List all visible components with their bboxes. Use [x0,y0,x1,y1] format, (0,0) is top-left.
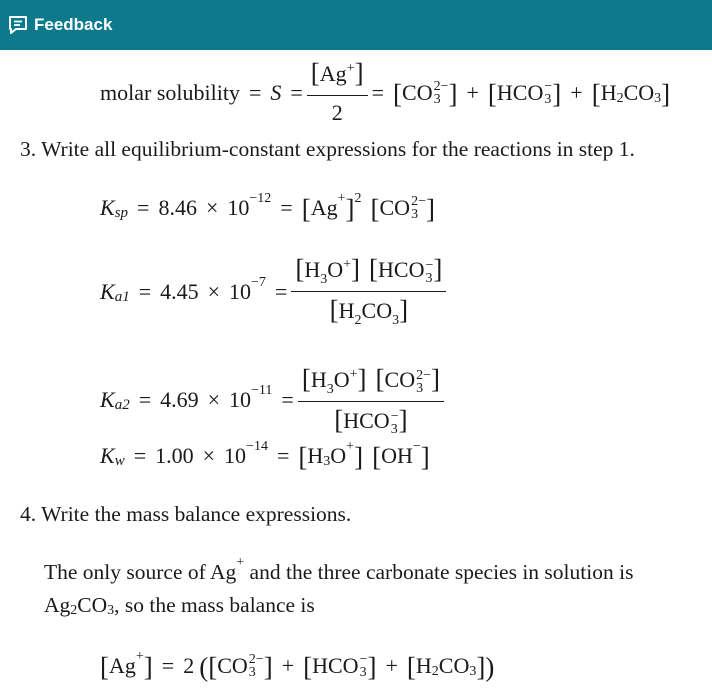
square: 2 [354,191,362,206]
charge: + [346,439,355,454]
feedback-label: Feedback [34,15,113,34]
sub: 3 [469,664,477,679]
K: K [100,278,115,304]
exponent: −12 [249,191,272,206]
ka1-equation [100,254,450,329]
K: K [100,443,115,468]
ten: 10 [229,387,252,413]
molar-label: molar solubility [100,79,240,105]
K: K [100,387,115,413]
eq: = [138,278,152,304]
var-S: S [270,79,282,105]
plus: + [466,79,479,105]
eq: = [248,79,262,105]
co: CO [379,195,411,220]
kw-equation: K w = 1.00 × 10 −14 = [ H 3 O + ] [ OH − ] [100,442,430,470]
eq: = [161,653,175,678]
ag: Ag [310,195,338,220]
times: × [207,387,221,413]
eq: = [137,195,150,220]
sub: 2 [431,664,439,679]
ten: 10 [229,278,252,304]
charge: 2− [411,194,426,209]
sub: 3 [359,665,367,680]
eq: = [280,195,293,220]
charge: − [425,257,434,273]
plus: + [385,653,398,678]
mass-balance-equation: [ Ag + ] = 2 ( [ CO 2− 3 ] + [ HCO − 3 ] + [ H 2 CO 3 ] ) [100,652,494,680]
ten: 10 [224,443,247,468]
ka2-equation [100,364,448,436]
charge: + [337,191,346,206]
exponent: −14 [246,439,268,454]
o: O [330,443,347,468]
eq: = [290,79,303,105]
K: K [100,195,115,220]
charge: − [359,652,368,667]
ten: 10 [227,195,250,220]
molar-solubility-equation: molar solubility = S = $\frac{[Ag^+]}{2}$ = [ CO 2− 3 ] + [ HCO − 3 ] + [ H 2 CO 3 ] [100,58,671,126]
hco: HCO [343,408,390,434]
charge: + [346,61,355,76]
paragraph-line-2 [44,591,315,619]
charge: 2− [433,78,449,94]
times: × [207,278,221,304]
sub: 3 [392,313,400,329]
paragraph-line-1 [44,555,634,586]
exponent: −11 [251,383,273,399]
h: H [338,298,355,324]
sub: 3 [425,270,433,286]
charge: − [544,78,553,94]
co: CO [438,653,470,678]
charge: + [236,555,245,570]
co: CO [623,79,655,105]
sub: 3 [416,380,424,396]
times: × [202,443,216,468]
sub: 3 [248,665,256,680]
h: H [304,257,321,282]
charge: + [135,649,144,664]
eq: = [138,387,152,413]
o: O [333,367,350,392]
o: O [327,257,344,282]
mantissa: 4.69 [160,387,199,413]
charge: − [412,439,421,454]
charge: 2− [416,367,431,383]
feedback-icon [7,14,29,36]
sub: 3 [323,454,331,469]
K-sub: a1 [114,288,130,305]
eq: = [281,387,294,413]
ksp-equation: K sp = 8.46 × 10 −12 = [ Ag + ] 2 [ CO 2− 3 ] [100,194,435,222]
plus: + [570,79,583,105]
eq: = [133,443,147,468]
co: CO [402,79,433,105]
ag: Ag [109,653,136,678]
mantissa: 4.45 [160,278,199,304]
eq: = [276,443,290,468]
charge: 2− [248,652,264,667]
hco: HCO [378,257,425,282]
eq: = [274,278,288,304]
K-sub: a2 [114,397,130,414]
h: H [415,653,432,678]
charge: + [349,367,358,382]
hco: HCO [496,79,544,105]
feedback-button[interactable] [0,0,712,50]
K-sub: w [114,453,125,469]
para-text: , so the mass balance is [114,593,315,617]
co: CO [217,653,248,678]
sub: 3 [390,422,398,438]
sub: 3 [320,272,328,287]
sub: 2 [354,313,362,329]
sub: 3 [654,90,662,106]
fraction: $[H_3O^+]$ [HCO − 3 ] $[H_2CO_3]$ [291,254,446,329]
sub: 3 [544,91,552,107]
step-4-heading: 4. Write the mass balance expressions. [20,502,352,526]
oh: OH [381,443,413,468]
plus: + [281,653,295,678]
exponent: −7 [251,274,266,290]
fraction: $[H_3O^+]$ [CO 2− 3 ] [HCO − 3 ] [298,364,444,436]
denominator: 2 [331,100,343,126]
co: CO [384,367,416,392]
charge: − [390,409,399,425]
h: H [307,443,324,468]
sub: 3 [326,382,334,397]
h: H [310,367,327,392]
mantissa: 8.46 [158,195,197,220]
sub: 3 [411,207,419,222]
mantissa: 1.00 [155,443,194,468]
para-text: The only source of Ag [44,560,237,584]
coefficient: 2 [183,653,195,678]
co: CO [361,298,393,324]
times: × [205,195,219,220]
eq: = [371,79,385,105]
sub: 2 [616,90,624,106]
charge: + [343,257,352,272]
fraction: $\frac{[Ag^+]}{2}$ [307,58,368,127]
ag: Ag [319,61,347,86]
h: H [600,79,617,105]
hco: HCO [312,653,359,678]
K-sub: sp [114,205,129,221]
ag: Ag [44,593,71,617]
sub: 3 [107,603,115,618]
co: CO [77,593,108,617]
para-text: and the three carbonate species in solution is [244,560,634,584]
sub: 2 [70,603,78,618]
step-3-heading: 3. Write all equilibrium-constant expressions for the reactions in step 1. [20,137,635,161]
sub: 3 [433,91,441,107]
